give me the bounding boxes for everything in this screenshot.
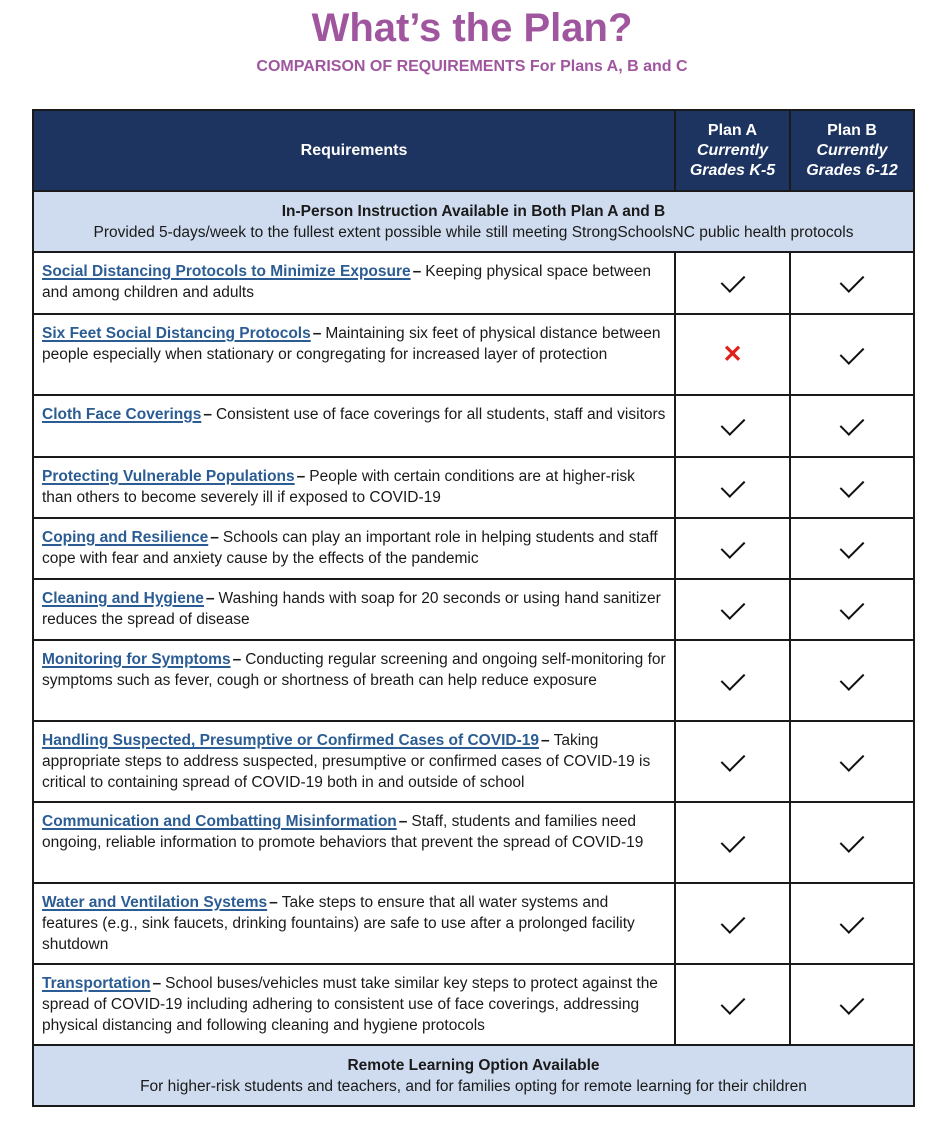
requirement-cell [33,883,675,964]
requirement-cell [33,964,675,1045]
requirement-cell [33,518,675,579]
checkmark-icon [840,909,865,934]
requirement-description: Schools can play an important role in helping students and staff cope with fear and anxiety cause by the effects of the pandemic [42,529,658,567]
requirement-cell [33,640,675,721]
plan-a-cell [675,964,790,1045]
plan-a-cell [675,314,790,395]
header-plan-b-note: Currently Grades 6-12 [806,141,898,179]
dash-separator: – [398,813,408,830]
plan-b-cell [790,640,914,721]
checkmark-icon [840,534,865,559]
plan-a-cell [675,518,790,579]
checkmark-icon [840,828,865,853]
requirement-title-link[interactable]: Handling Suspected, Presumptive or Confirmed Cases of COVID-19 [42,732,539,749]
table-row [33,640,914,721]
checkmark-icon [720,473,745,498]
plan-a-cell [675,579,790,640]
checkmark-icon [720,268,745,293]
dash-separator: – [269,894,278,911]
requirement-description: Conducting regular screening and ongoing self-monitoring for symptoms such as fever, cough or shortness of breath can help reduce exposure [42,651,666,689]
plan-a-cell [675,802,790,883]
header-plan-b-name: Plan B [827,121,877,139]
checkmark-icon [840,411,865,436]
plan-a-cell [675,640,790,721]
plan-b-cell [790,395,914,457]
checkmark-icon [840,747,865,772]
requirement-description: Washing hands with soap for 20 seconds or using hand sanitizer reduces the spread of disease [42,590,661,628]
requirement-cell [33,457,675,518]
checkmark-icon [840,666,865,691]
requirement-cell [33,314,675,395]
checkmark-icon [720,747,745,772]
header-plan-a-name: Plan A [707,121,758,139]
requirement-title-link[interactable]: Monitoring for Symptoms [42,651,231,668]
plan-b-cell [790,964,914,1045]
in-person-text: Provided 5-days/week to the fullest extent possible while still meeting StrongSchoolsNC public health protocols [93,223,854,241]
checkmark-icon [840,990,865,1015]
header-requirements: Requirements [33,110,675,191]
requirement-description: Staff, students and families need ongoing, reliable information to promote behaviors that prevent the spread of COVID-19 [42,813,644,851]
table-row [33,457,914,518]
table-row [33,721,914,802]
plan-a-cell [675,721,790,802]
plan-b-cell [790,802,914,883]
plan-b-cell [790,457,914,518]
requirement-cell [33,579,675,640]
requirement-cell [33,252,675,314]
in-person-band [33,191,914,252]
table-row [33,579,914,640]
checkmark-icon [720,666,745,691]
dash-separator: – [312,325,322,342]
header-plan-a-note: Currently Grades K-5 [689,141,776,179]
dash-separator: – [152,975,162,992]
checkmark-icon [720,990,745,1015]
table-row [33,252,914,314]
requirements-table [32,109,915,1107]
plan-a-cell [675,395,790,457]
table-row [33,802,914,883]
plan-b-cell [790,579,914,640]
plan-b-cell [790,721,914,802]
plan-a-cell [675,252,790,314]
checkmark-icon [840,473,865,498]
plan-b-cell [790,252,914,314]
requirement-description: Take steps to ensure that all water systems and features (e.g., sink faucets, drinking fountains) are safe to use after a prolonged facility shutdown [42,894,635,953]
requirement-title-link[interactable]: Protecting Vulnerable Populations [42,468,295,485]
plan-b-cell [790,314,914,395]
requirement-cell [33,395,675,457]
plan-b-cell [790,883,914,964]
red-x-icon: ✕ [722,340,743,368]
plan-a-cell [675,457,790,518]
checkmark-icon [840,268,865,293]
table-row [33,314,914,395]
table-row [33,395,914,457]
checkmark-icon [840,595,865,620]
table-row [33,883,914,964]
requirement-title-link[interactable]: Coping and Resilience [42,529,209,546]
remote-heading: Remote Learning Option Available [347,1056,600,1074]
requirement-title-link[interactable]: Transportation [42,975,151,992]
checkmark-icon [720,909,745,934]
requirement-description: Maintaining six feet of physical distance between people especially when stationary or congregating for increased layer of protection [42,325,661,363]
requirement-description: Consistent use of face coverings for all students, staff and visitors [215,406,666,423]
plan-a-cell [675,883,790,964]
remote-text: For higher-risk students and teachers, and for families opting for remote learning for their children [140,1077,807,1095]
header-plan-a [675,110,790,191]
dash-separator: – [540,732,550,749]
checkmark-icon [720,534,745,559]
in-person-heading: In-Person Instruction Available in Both Plan A and B [281,202,666,220]
remote-learning-band [33,1045,914,1106]
checkmark-icon [840,340,865,365]
requirement-title-link[interactable]: Cloth Face Coverings [42,406,202,423]
requirement-description: School buses/vehicles must take similar key steps to protect against the spread of COVID-19 including adhering to consistent use of face coverings, addressing physical distancing and following cleaning and hygiene protocols [42,975,658,1034]
requirement-title-link[interactable]: Cleaning and Hygiene [42,590,204,607]
checkmark-icon [720,828,745,853]
dash-separator: – [205,590,215,607]
checkmark-icon [720,411,745,436]
table-row [33,964,914,1045]
header-plan-b [790,110,914,191]
plan-b-cell [790,518,914,579]
table-row [33,518,914,579]
dash-separator: – [232,651,242,668]
dash-separator: – [296,468,306,485]
dash-separator: – [210,529,219,546]
requirement-title-link[interactable]: Six Feet Social Distancing Protocols [42,325,311,342]
requirement-description: Taking appropriate steps to address suspected, presumptive or confirmed cases of COVID-19 is critical to containing spread of COVID-19 both in and outside of school [42,732,651,791]
requirement-title-link[interactable]: Communication and Combatting Misinformation [42,813,397,830]
requirement-cell [33,802,675,883]
requirement-title-link[interactable]: Social Distancing Protocols to Minimize Exposure [42,263,411,280]
page-subtitle: COMPARISON OF REQUIREMENTS For Plans A, B and C [256,58,688,75]
requirement-description: People with certain conditions are at higher-risk than others to become severely ill if exposed to COVID-19 [42,468,635,506]
page-title: What’s the Plan? [311,6,633,50]
dash-separator: – [203,406,212,423]
checkmark-icon [720,595,745,620]
dash-separator: – [412,263,422,280]
table-header-row [33,110,914,191]
requirement-title-link[interactable]: Water and Ventilation Systems [42,894,268,911]
requirement-cell [33,721,675,802]
requirement-description: Keeping physical space between and among children and adults [42,263,652,301]
